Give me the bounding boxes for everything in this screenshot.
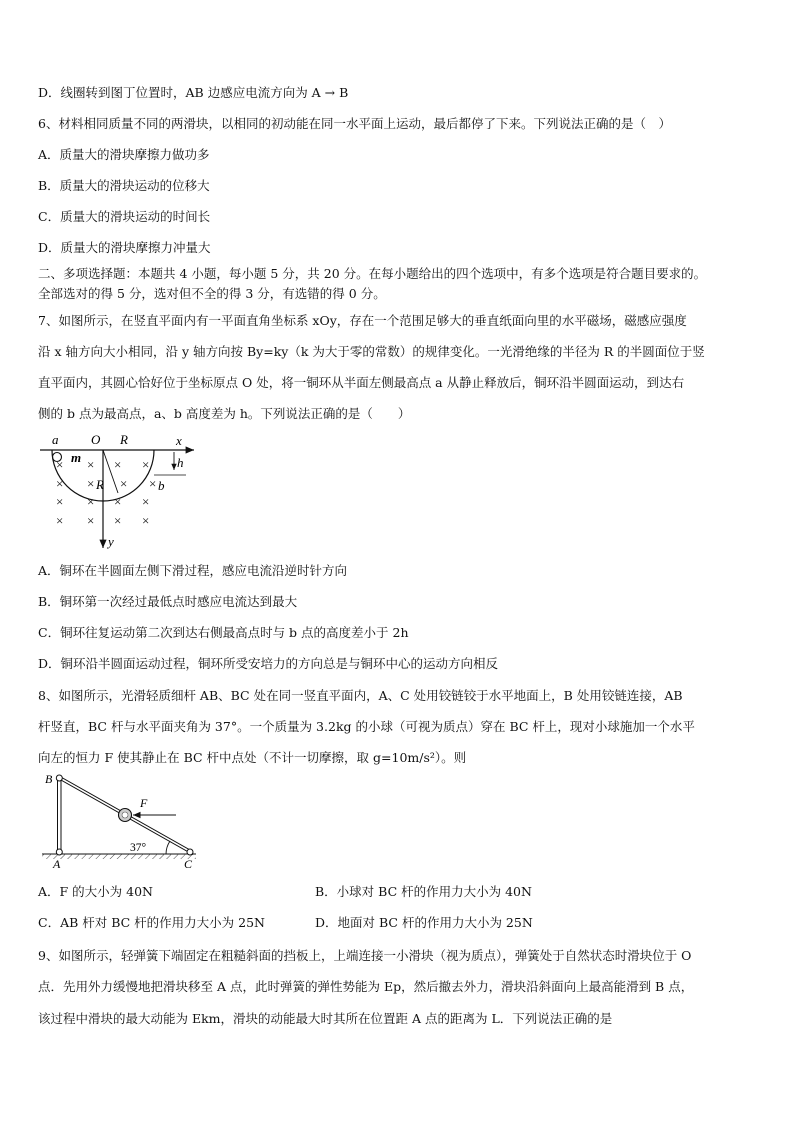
label-angle: 37° bbox=[130, 842, 147, 854]
hinge-c bbox=[187, 849, 193, 855]
q7-stem-line3: 直平面内，其圆心恰好位于坐标原点 O 处，将一铜环从半面左侧最高点 a 从静止释放后，铜环沿半圆面运动，到达右 bbox=[38, 375, 685, 390]
q5-option-d: D．线圈转到图丁位置时，AB 边感应电流方向为 A → B bbox=[38, 85, 349, 100]
ground-hatch bbox=[42, 854, 196, 859]
q7-stem-line1: 7、如图所示，在竖直平面内有一平面直角坐标系 xOy，存在一个范围足够大的垂直纸面向里的水平磁场，磁感应强度 bbox=[38, 313, 687, 328]
label-a: A bbox=[53, 857, 61, 870]
q6-option-d: D．质量大的滑块摩擦力冲量大 bbox=[38, 240, 211, 255]
q7-stem-line4: 侧的 b 点为最高点，a、b 高度差为 h。下列说法正确的是（ ） bbox=[38, 406, 411, 421]
q8-option-c: C．AB 杆对 BC 杆的作用力大小为 25N bbox=[38, 915, 265, 930]
q6-option-b: B．质量大的滑块运动的位移大 bbox=[38, 178, 210, 193]
label-y: y bbox=[108, 534, 114, 549]
field-cross: × bbox=[87, 457, 95, 472]
q8-option-a: A．F 的大小为 40N bbox=[38, 884, 153, 899]
label-m: m bbox=[71, 450, 82, 465]
label-r-top: R bbox=[120, 432, 128, 447]
q8-stem-line2: 杆竖直，BC 杆与水平面夹角为 37°。一个质量为 3.2kg 的小球（可视为质点）穿在 BC 杆上，现对小球施加一个水平 bbox=[38, 719, 695, 734]
field-cross: × bbox=[56, 513, 64, 528]
q7-option-c: C．铜环往复运动第二次到达右侧最高点时与 b 点的高度差小于 2h bbox=[38, 625, 409, 640]
q7-option-a: A．铜环在半圆面左侧下滑过程，感应电流沿逆时针方向 bbox=[38, 563, 348, 578]
q7-option-b: B．铜环第一次经过最低点时感应电流达到最大 bbox=[38, 594, 298, 609]
field-cross: × bbox=[114, 457, 122, 472]
field-cross: × bbox=[87, 494, 95, 509]
label-x: x bbox=[176, 433, 182, 448]
field-cross: × bbox=[56, 457, 64, 472]
field-cross: × bbox=[87, 513, 95, 528]
field-cross: × bbox=[56, 476, 64, 491]
field-cross: × bbox=[87, 476, 95, 491]
field-cross: × bbox=[56, 494, 64, 509]
field-crosses bbox=[56, 457, 156, 528]
q6-option-c: C．质量大的滑块运动的时间长 bbox=[38, 209, 211, 224]
q7-stem-line2: 沿 x 轴方向大小相同，沿 y 轴方向按 By=ky（k 为大于零的常数）的规律变化。一光滑绝缘的半径为 R 的半圆面位于竖 bbox=[38, 344, 705, 359]
field-cross: × bbox=[142, 494, 150, 509]
field-cross: × bbox=[142, 457, 150, 472]
rod-ab bbox=[58, 778, 62, 854]
label-b: b bbox=[158, 478, 165, 493]
q7-figure-svg bbox=[36, 430, 206, 555]
label-f: F bbox=[140, 796, 148, 810]
q7-option-d: D．铜环沿半圆面运动过程，铜环所受安培力的方向总是与铜环中心的运动方向相反 bbox=[38, 656, 499, 671]
label-b: B bbox=[45, 772, 53, 786]
field-cross: × bbox=[142, 513, 150, 528]
q9-stem-line3: 该过程中滑块的最大动能为 Ekm，滑块的动能最大时其所在位置距 A 点的距离为 L．下列说法正确的是 bbox=[38, 1011, 613, 1026]
q8-stem-line1: 8、如图所示，光滑轻质细杆 AB、BC 处在同一竖直平面内，A、C 处用铰链铰于水平地面上，B 处用铰链连接，AB bbox=[38, 688, 683, 703]
section2-heading-line1: 二、多项选择题：本题共 4 小题，每小题 5 分，共 20 分。在每小题给出的四个选项中，有多个选项是符合题目要求的。 bbox=[38, 266, 707, 281]
field-cross: × bbox=[120, 476, 128, 491]
q8-option-b: B．小球对 BC 杆的作用力大小为 40N bbox=[315, 884, 532, 899]
q8-stem-line3: 向左的恒力 F 使其静止在 BC 杆中点处（不计一切摩擦，取 g=10m/s²）。则 bbox=[38, 750, 467, 765]
q8-figure-svg bbox=[36, 770, 206, 870]
label-c: C bbox=[184, 857, 193, 870]
field-cross: × bbox=[114, 513, 122, 528]
q7-figure bbox=[36, 430, 206, 555]
label-h: h bbox=[177, 455, 184, 470]
angle-arc bbox=[166, 841, 170, 854]
label-a: a bbox=[52, 432, 59, 447]
q8-figure bbox=[36, 770, 206, 870]
q6-stem: 6、材料相同质量不同的两滑块，以相同的初动能在同一水平面上运动，最后都停了下来。下列说法正确的是（ ） bbox=[38, 116, 671, 131]
hinge-a bbox=[56, 849, 62, 855]
q9-stem-line1: 9、如图所示，轻弹簧下端固定在粗糙斜面的挡板上，上端连接一小滑块（视为质点），弹簧处于自然状态时滑块位于 O bbox=[38, 948, 692, 963]
q6-option-a: A．质量大的滑块摩擦力做功多 bbox=[38, 147, 210, 162]
q8-option-d: D．地面对 BC 杆的作用力大小为 25N bbox=[315, 915, 533, 930]
label-o: O bbox=[91, 432, 101, 447]
label-r-inner: R bbox=[96, 477, 104, 492]
field-cross: × bbox=[149, 476, 157, 491]
hinge-b bbox=[56, 775, 62, 781]
q9-stem-line2: 点．先用外力缓慢地把滑块移至 A 点，此时弹簧的弹性势能为 Ep，然后撤去外力，滑块沿斜面向上最高能滑到 B 点， bbox=[38, 979, 694, 994]
field-cross: × bbox=[114, 494, 122, 509]
section2-heading-line2: 全部选对的得 5 分，选对但不全的得 3 分，有选错的得 0 分。 bbox=[38, 286, 386, 301]
